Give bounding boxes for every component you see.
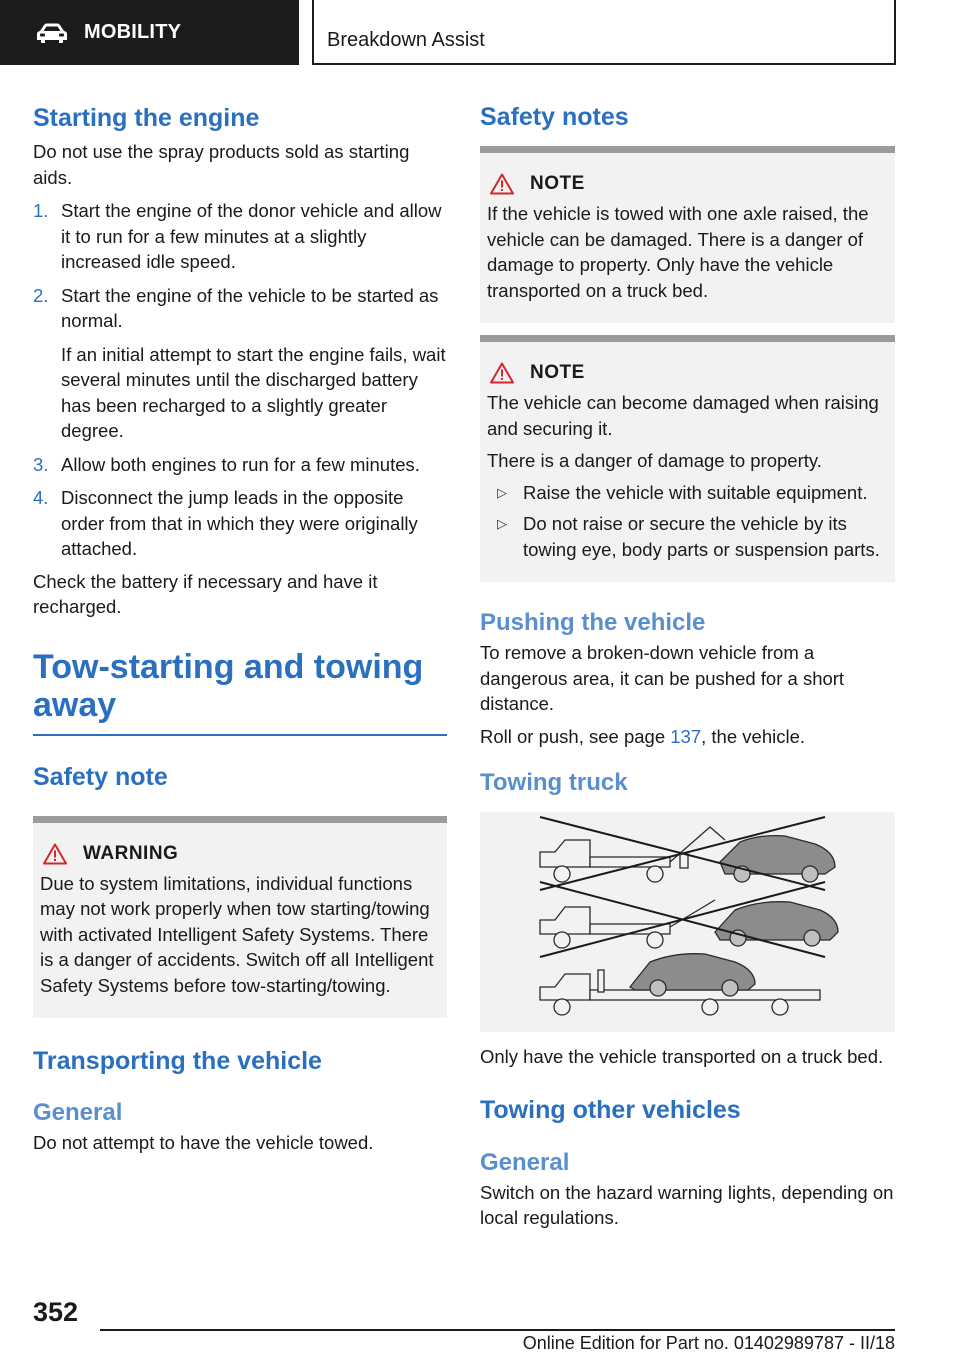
page-number: 352 [33, 1297, 79, 1327]
list-item [487, 480, 889, 506]
roll-suffix: , the vehicle. [701, 725, 806, 747]
page-link[interactable]: 137 [670, 725, 702, 747]
pushing-text: To remove a broken-down vehicle from a dangerous area, it can be pushed for a short distance. [480, 642, 845, 714]
note-bullet-list [487, 480, 889, 563]
starting-engine-intro: Do not use the spray products sold as starting aids. [33, 141, 410, 188]
roll-prefix: Roll or push, see page [480, 725, 671, 747]
footer-divider [100, 1329, 895, 1331]
note-box-2 [480, 335, 895, 582]
transported-car [630, 954, 755, 996]
page-header [0, 0, 960, 66]
heading-safety-note: Safety note [33, 762, 168, 791]
note-text: If the vehicle is towed with one axle raised, the vehicle can be damaged. There is a danger of damage to property. Only have the vehicle transported on a truck bed. [487, 203, 869, 301]
roll-push-text [480, 724, 895, 750]
warning-icon [43, 843, 67, 865]
heading-general-right: General [480, 1148, 570, 1176]
step-number: 2. [33, 284, 49, 306]
warning-icon [490, 173, 514, 195]
triangle-bullet-icon: ▷ [497, 484, 507, 500]
step-text: Disconnect the jump leads in the opposite order from that in which they were originally attached. [61, 487, 418, 559]
truck-illustration [480, 812, 895, 1032]
towed-car-2 [715, 902, 838, 946]
heading-starting-engine: Starting the engine [33, 104, 260, 132]
note-text: There is a danger of damage to property. [487, 450, 822, 471]
triangle-bullet-icon: ▷ [497, 516, 507, 531]
left-column [33, 100, 447, 1156]
bullet-text: Raise the vehicle with suitable equipment. [523, 481, 868, 503]
list-item [33, 452, 447, 478]
tow-truck-2 [540, 900, 715, 948]
note-box-1 [480, 146, 895, 323]
general-text-left: Do not attempt to have the vehicle towed. [33, 1132, 374, 1153]
list-item [33, 198, 447, 275]
heading-towing-truck: Towing truck [480, 769, 628, 796]
note-label: NOTE [530, 362, 585, 383]
car-icon [36, 22, 68, 44]
heading-pushing: Pushing the vehicle [480, 609, 706, 636]
step-text: Start the engine of the donor vehicle and allow it to run for a few minutes at a slightly increased idle speed. [61, 200, 442, 272]
towed-car-1 [720, 836, 835, 882]
note-text: The vehicle can become damaged when raising and securing it. [487, 392, 879, 439]
general-text-right: Switch on the hazard warning lights, depending on local regulations. [480, 1181, 894, 1228]
warning-label: WARNING [83, 842, 179, 864]
step-subtext: If an initial attempt to start the engine fails, wait several minutes until the discharged battery has been recharged to a slightly greater degree. [61, 343, 446, 441]
heading-safety-notes: Safety notes [480, 103, 629, 131]
starting-engine-outro: Check the battery if necessary and have it recharged. [33, 570, 378, 617]
list-item [33, 485, 447, 562]
heading-transporting: Transporting the vehicle [33, 1047, 322, 1075]
heading-tow-starting: Tow-starting and towing away [33, 647, 424, 724]
right-column [480, 100, 895, 1231]
heading-general-left: General [33, 1099, 123, 1126]
figure-caption: Only have the vehicle transported on a truck bed. [480, 1046, 884, 1067]
step-number: 3. [33, 453, 49, 475]
edition-text: Online Edition for Part no. 01402989787 - II/18 [522, 1333, 895, 1353]
bullet-text: Do not raise or secure the vehicle by its towing eye, body parts or suspension parts. [523, 513, 880, 560]
chapter-title: Breakdown Assist [312, 0, 896, 65]
step-text: Start the engine of the vehicle to be started as normal. [61, 284, 439, 331]
warning-text: Due to system limitations, individual functions may not work properly when tow starting/towing with activated Intelligent Safety Systems. There is a danger of accidents. Switch off all Intelligent Safety Systems before tow-starting/towing. [40, 872, 434, 996]
warning-icon [490, 362, 514, 384]
step-number: 4. [33, 487, 49, 508]
heading-towing-other: Towing other vehicles [480, 1095, 741, 1124]
step-text: Allow both engines to run for a few minutes. [61, 453, 420, 475]
starting-steps-list [33, 198, 447, 562]
list-item [487, 511, 889, 562]
list-item [33, 283, 447, 444]
warning-box [33, 816, 447, 1019]
note-label: NOTE [530, 173, 585, 194]
section-tab-label: MOBILITY [84, 21, 182, 43]
tow-truck-1 [540, 827, 725, 882]
heading-underline [33, 734, 447, 736]
towing-illustration [480, 812, 895, 1032]
step-number: 1. [33, 200, 49, 221]
section-tab[interactable] [0, 0, 299, 65]
